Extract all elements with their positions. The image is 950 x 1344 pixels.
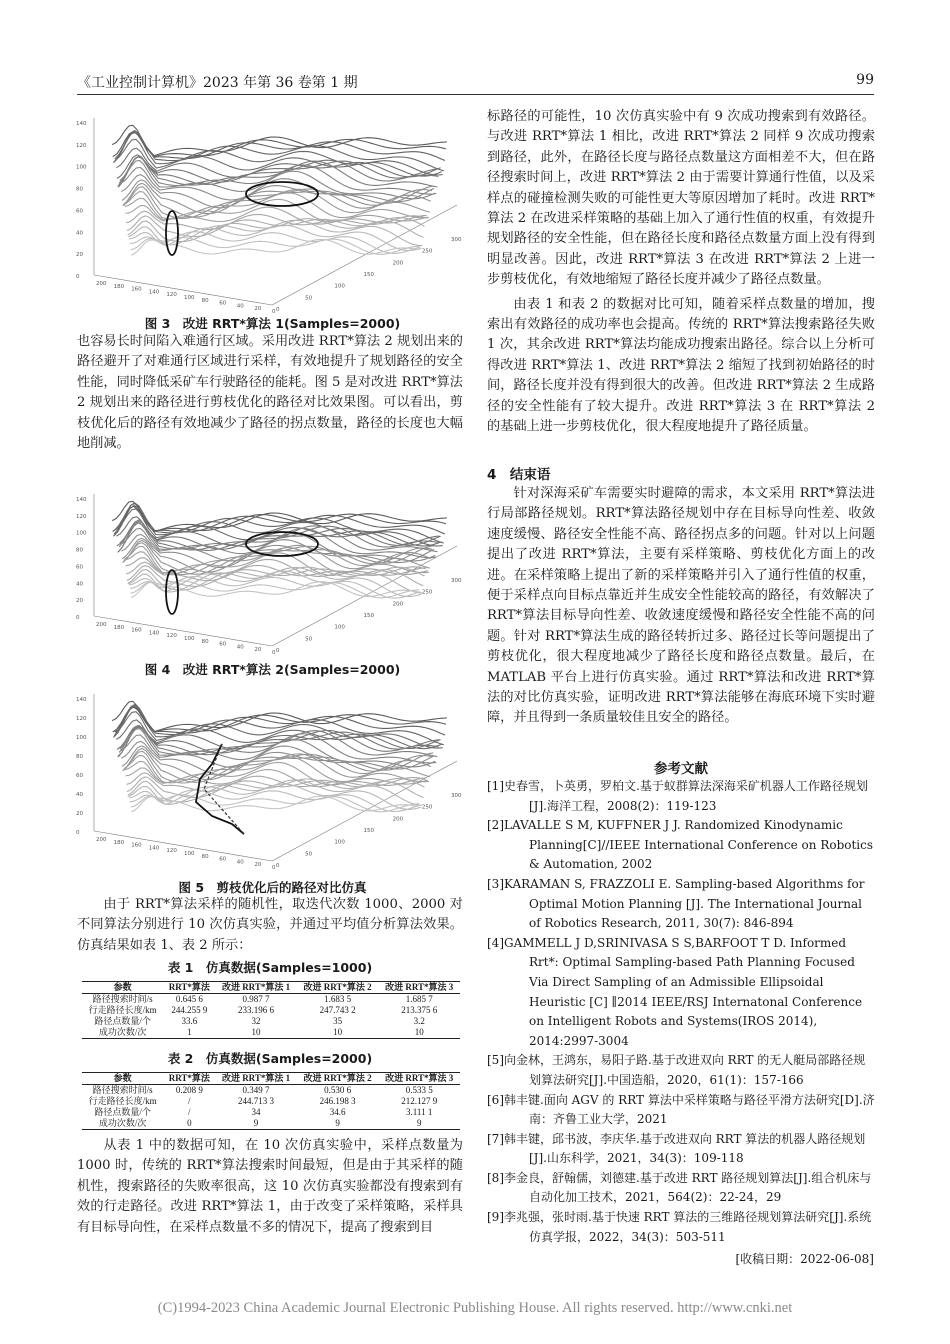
left-paragraph-2: 由于 RRT*算法采样的随机性，取迭代次数 1000、2000 对不同算法分别进行 10 次仿真实验，并通过平均值分析算法效果。仿真结果如表 1、表 2 所示： (77, 897, 463, 953)
axis-tick-label: 60 (219, 300, 227, 307)
axis-tick-label: 300 (451, 793, 462, 799)
left-text-block-2 (77, 895, 463, 956)
table-cell: 0.208 9 (175, 1085, 203, 1095)
axis-line (94, 616, 272, 646)
table-cell: / (188, 1096, 191, 1106)
table-cell: 233.196 6 (238, 1005, 275, 1015)
table-cell: 0 (187, 1118, 192, 1128)
axis-tick-label: 80 (76, 186, 83, 193)
table-cell: 9 (335, 1118, 340, 1128)
table-header-cell: 改进 RRT*算法 3 (385, 1073, 454, 1083)
table-cell: 10 (333, 1027, 343, 1037)
axis-tick-label: 60 (76, 208, 83, 215)
table-header-cell: 参数 (113, 1073, 132, 1083)
axis-tick-label: 20 (76, 252, 83, 259)
axis-tick-label: 200 (96, 622, 107, 628)
axis-tick-label: 250 (421, 589, 433, 596)
axis-tick-label: 60 (219, 856, 227, 863)
table-row (82, 1016, 460, 1027)
table-header-cell: 改进 RRT*算法 1 (221, 1073, 291, 1083)
table-row (82, 1096, 460, 1107)
axis-tick-label: 160 (131, 627, 142, 634)
axis-tick-label: 200 (96, 281, 107, 287)
figure-5-terrain-plot (72, 684, 467, 869)
axis-tick-label: 100 (184, 851, 195, 857)
table-cell: 9 (253, 1118, 259, 1128)
table-cell: 0.533 5 (405, 1085, 433, 1095)
table-cell: 9 (416, 1118, 422, 1128)
axis-tick-label: 20 (76, 598, 83, 605)
axis-tick-label: 300 (451, 578, 462, 584)
axis-tick-label: 150 (363, 828, 374, 834)
terrain-ridge (113, 132, 445, 163)
table-cell: 213.375 6 (401, 1005, 438, 1015)
figure-4-caption: 图 4 改进 RRT*算法 2(Samples=2000) (144, 662, 401, 677)
axis-tick-label: 200 (392, 816, 404, 823)
terrain-ridge (115, 504, 443, 547)
axis-tick-label: 50 (305, 636, 313, 643)
right-paragraph-3: 针对深海采矿车需要实时避障的需求，本文采用 RRT*算法进行局部路径规划。RRT*算法路径规划中存在目标导向性差、收敛速度缓慢、路径安全性能不高、路径拐点多的问题。针对以上问题提出了改进 RRT*算法，主要有采样策略、剪枝优化方面上的改进。在采样策略上提出了新的采样策略并引入了通行性值的权重，便于采样点向目标点靠近并生成安全性能较高的路径，有效解决了 RRT*算法目标导向性差、收敛速度缓慢和路径安全性能不高的问题。针对 RRT*算法生成的路径转折过多、路径过长等问题提出了剪枝优化，很大程度地减少了路径长度和路径点数量。最后，在 MATLAB 平台上进行仿真实验。通过 RRT*算法和改进 RRT*算法的对比仿真实验，证明改进 RRT*算法能够在海底环境下实时避障，并且得到一条质量较佳且安全的路径。 (487, 486, 875, 726)
axis-tick-label: 300 (451, 237, 462, 243)
reference-item: [2]LAVALLE S M, KUFFNER J J. Randomized Kinodynamic Planning[C]//IEEE International Conference on Robotics & Automation, 2002 (487, 818, 874, 872)
axis-tick-label: 60 (219, 641, 227, 648)
axis-tick-label: 140 (76, 697, 87, 703)
table-cell: 246.198 3 (319, 1096, 356, 1106)
table-cell: 路径搜索时间/s (92, 1085, 153, 1095)
axis-tick-label: 120 (166, 633, 177, 640)
table-header-cell: 改进 RRT*算法 2 (303, 982, 372, 992)
axis-tick-label: 100 (334, 283, 345, 290)
received-date: [收稿日期：2022-06-08] (735, 1252, 874, 1266)
terrain-ridge (114, 131, 444, 171)
table-cell: 1 (187, 1027, 192, 1037)
reference-item: [9]李兆强，张时雨.基于快速 RRT 算法的三维路径规划算法研究[J].系统仿真学报，2022，34(3)：503-511 (487, 1210, 872, 1244)
header-rule (77, 94, 874, 95)
figure-3-terrain-plot (72, 108, 467, 313)
axis-tick-label: 40 (76, 230, 83, 237)
table-cell: 行走路径长度/km (88, 1096, 157, 1106)
axis-tick-label: 120 (166, 848, 177, 855)
table-row (82, 1107, 460, 1118)
axis-tick-label: 100 (184, 636, 195, 642)
axis-tick-label: 20 (76, 811, 83, 817)
table-2 (82, 1072, 460, 1130)
table-cell: 10 (251, 1027, 261, 1037)
table-cell: / (188, 1107, 191, 1117)
axis-tick-label: 80 (76, 547, 83, 554)
axis-tick-label: 140 (148, 630, 160, 637)
table-cell: 3.111 1 (406, 1107, 433, 1117)
axis-tick-label: 140 (76, 121, 87, 127)
table-row (82, 1027, 460, 1039)
left-text-block-1 (77, 332, 463, 454)
right-text-block-1 (487, 107, 875, 438)
axis-line (94, 831, 272, 861)
axis-tick-label: 50 (305, 295, 313, 302)
page-number: 99 (856, 72, 874, 88)
table-header-cell: 改进 RRT*算法 3 (385, 982, 454, 992)
table-cell: 路径点数量/个 (94, 1016, 151, 1026)
axis-tick-label: 60 (76, 564, 83, 571)
table-2-caption: 表 2 仿真数据(Samples=2000) (167, 1051, 373, 1066)
table-1 (82, 981, 460, 1039)
table-cell: 10 (414, 1027, 424, 1037)
axis-tick-label: 40 (76, 581, 83, 588)
table-header-cell: 改进 RRT*算法 2 (303, 1073, 372, 1083)
axis-tick-label: 0 (76, 830, 80, 836)
axis-tick-label: 100 (76, 164, 87, 171)
axis-tick-label: 0 (272, 865, 276, 869)
table-cell: 1.683 5 (324, 994, 352, 1004)
left-paragraph-3: 从表 1 中的数据可知，在 10 次仿真实验中，采样点数量为 1000 时，传统的 RRT*算法搜索时间最短，但是由于其采样的随机性，搜索路径的失败率很高，这 10 次仿真实验都没有搜索到有效的行走路径。改进 RRT*算法 1，由于改变了采样策略，采样具有目标导向性，在采样点数量不多的情况下，提高了搜索到目 (77, 1138, 463, 1235)
axis-tick-label: 40 (236, 303, 244, 310)
axis-tick-label: 250 (421, 248, 433, 255)
table-header-cell: RRT*算法 (168, 1073, 210, 1083)
reference-item: [1]史春雪，卜英勇，罗柏文.基于蚁群算法深海采矿机器人工作路径规划[J].海洋工程，2008(2)：119-123 (487, 779, 868, 813)
table-cell: 成功次数/次 (98, 1027, 147, 1037)
table-cell: 0.530 6 (324, 1085, 352, 1095)
axis-tick-label: 0 (76, 274, 80, 280)
axis-tick-label: 120 (76, 716, 87, 722)
reference-item: [8]李金良，舒翰儒，刘德建.基于改进 RRT 路径规划算法[J].组合机床与自动化加工技术，2021，564(2)：22-24，29 (487, 1170, 872, 1205)
axis-tick-label: 160 (131, 842, 142, 849)
axis-tick-label: 200 (392, 601, 404, 608)
axis-tick-label: 80 (76, 754, 83, 760)
axis-tick-label: 250 (421, 804, 433, 811)
reference-item: [5]向金林，王鸿东，易阳子路.基于改进双向 RRT 的无人艇局部路径规划算法研究[J].中国造船，2020，61(1)：157-166 (487, 1053, 866, 1087)
axis-tick-label: 150 (363, 613, 374, 619)
axis-tick-label: 140 (148, 289, 160, 296)
left-paragraph-1: 也容易长时间陷入难通行区域。采用改进 RRT*算法 2 规划出来的路径避开了对难通行区域进行采样，有效地提升了规划路径的安全性能，同时降低采矿车行驶路径的能耗。图 5 是对改进 RRT*算法 2 规划出来的路径进行剪枝优化的路径对比效果图。可以看出，剪枝优化后的路径有效地减少了路径的拐点数量，路径的长度也大幅地削减。 (77, 334, 463, 452)
axis-tick-label: 80 (201, 638, 209, 645)
right-paragraph-1: 标路径的可能性，10 次仿真实验中有 9 次成功搜索到有效路径。与改进 RRT*算法 1 相比，改进 RRT*算法 2 同样 9 次成功搜索到路径，此外，在路径长度与路径点数量这方面相差不大，但在路径搜索时间上，改进 RRT*算法 2 由于需要计算通行性值，以及采样点的碰撞检测失败的可能性更大等原因增加了耗时。改进 RRT*算法 2 在改进采样策略的基础上加入了通行性值的权重，有效提升规划路径的安全性能，但在路径长度和路径点数量方面上没有得到明显改善。因此，改进 RRT*算法 3 在改进 RRT*算法 2 上进一步剪枝优化，有效地缩短了路径长度并减少了路径点数量。 (487, 109, 875, 288)
axis-tick-label: 180 (113, 624, 125, 631)
table-cell: 212.127 9 (401, 1096, 438, 1106)
axis-tick-label: 100 (184, 295, 195, 301)
terrain-ridge (128, 219, 424, 242)
axis-tick-label: 150 (363, 272, 374, 278)
table-header-cell: 参数 (113, 982, 132, 992)
reference-item: [6]韩丰键.面向 AGV 的 RRT 算法中采样策略与路径平滑方法研究[D].济南：齐鲁工业大学，2021 (487, 1092, 875, 1127)
table-cell: 1.685 7 (405, 994, 433, 1004)
table-1-caption: 表 1 仿真数据(Samples=1000) (167, 960, 373, 975)
right-text-block-2 (487, 484, 875, 729)
table-cell: 33.6 (181, 1016, 198, 1026)
figure-3-caption: 图 3 改进 RRT*算法 1(Samples=2000) (144, 316, 401, 331)
axis-tick-label: 20 (254, 862, 262, 869)
axis-tick-label: 0 (276, 307, 280, 313)
right-paragraph-2: 由表 1 和表 2 的数据对比可知，随着采样点数量的增加，搜索出有效路径的成功率也会提高。传统的 RRT*算法搜索路径失败 1 次，其余改进 RRT*算法均能成功搜索出路径。综合以上分析可得改进 RRT*算法 1、改进 RRT*算法 2 缩短了找到初始路径的时间，路径长度并没有得到很大的改善。但改进 RRT*算法 2 生成路径的安全性能有了较大提升。改进 RRT*算法 3 在 RRT*算法 2 的基础上进一步剪枝优化，很大程度地提升了路径质量。 (487, 296, 875, 435)
axis-tick-label: 120 (76, 513, 87, 520)
table-row (82, 1085, 460, 1097)
table-header-cell: 改进 RRT*算法 1 (221, 982, 291, 992)
figure-5-caption: 图 5 剪枝优化后的路径对比仿真 (178, 880, 367, 895)
axis-tick-label: 100 (76, 530, 87, 537)
axis-tick-label: 120 (76, 142, 87, 149)
axis-tick-label: 100 (76, 735, 87, 741)
copyright-footer: (C)1994-2023 China Academic Journal Electronic Publishing House. All rights reserved. http://www.cnki.net (157, 1300, 793, 1316)
axis-tick-label: 120 (166, 292, 177, 299)
axis-tick-label: 20 (254, 647, 262, 654)
table-header-cell: RRT*算法 (168, 982, 210, 992)
reference-item: [7]韩丰键，邱书波，李庆华.基于改进双向 RRT 算法的机器人路径规划[J].山东科学，2021，34(3)：109-118 (487, 1131, 866, 1166)
axis-tick-label: 160 (131, 286, 142, 293)
table-cell: 247.743 2 (319, 1005, 356, 1015)
axis-tick-label: 100 (334, 839, 345, 846)
table-cell: 244.255 9 (171, 1005, 208, 1015)
figure-4-terrain-plot (72, 484, 467, 654)
reference-item: [3]KARAMAN S, FRAZZOLI E. Sampling-based Algorithms for Optimal Motion Planning [J]. The International Journal of Robotics Research, 2011, 30(7): 846-894 (487, 876, 865, 931)
table-cell: 0.349 7 (242, 1085, 270, 1095)
axis-tick-label: 40 (236, 859, 244, 866)
axis-tick-label: 0 (276, 648, 280, 654)
table-row (82, 1005, 460, 1016)
axis-tick-label: 140 (148, 845, 160, 852)
table-cell: 0.645 6 (175, 994, 203, 1004)
table-cell: 0.987 7 (242, 994, 270, 1004)
axis-tick-label: 180 (113, 839, 125, 846)
terrain-ridge (129, 225, 421, 250)
axis-tick-label: 40 (76, 792, 83, 798)
axis-tick-label: 0 (272, 309, 276, 313)
table-cell: 路径搜索时间/s (92, 994, 153, 1004)
table-cell: 34.6 (329, 1107, 346, 1117)
table-row (82, 1118, 460, 1130)
axis-tick-label: 0 (76, 615, 80, 621)
axis-tick-label: 140 (76, 497, 87, 503)
table-cell: 3.2 (413, 1016, 425, 1026)
table-cell: 成功次数/次 (98, 1118, 147, 1128)
table-cell: 行走路径长度/km (88, 1005, 157, 1015)
references-title: 参考文献 (654, 761, 708, 777)
terrain-ridge (112, 125, 447, 155)
axis-line (94, 275, 272, 305)
axis-tick-label: 200 (392, 260, 404, 267)
axis-tick-label: 0 (272, 650, 276, 654)
axis-tick-label: 0 (276, 863, 280, 869)
table-cell: 34 (251, 1107, 261, 1117)
table-cell: 244.713 3 (238, 1096, 275, 1106)
axis-tick-label: 50 (305, 851, 313, 858)
axis-tick-label: 200 (96, 837, 107, 843)
journal-header: 《工业控制计算机》2023 年第 36 卷第 1 期 (77, 75, 358, 91)
table-row (82, 994, 460, 1006)
reference-item: [4]GAMMELL J D,SRINIVASA S S,BARFOOT T D. Informed Rrt*: Optimal Sampling-based Path Planning Focused Via Direct Sampling of an Admissible Ellipsoidal Heuristic [C] ∥2014 IEEE/RSJ Internatonal Conference on Intelligent Robots and Systems(IROS 2014), 2014:2997-3004 (487, 935, 863, 1048)
section-heading-conclusion: 4 结束语 (487, 467, 551, 483)
axis-tick-label: 60 (76, 773, 83, 779)
axis-tick-label: 40 (236, 644, 244, 651)
axis-tick-label: 80 (201, 297, 209, 304)
axis-tick-label: 180 (113, 283, 125, 290)
table-cell: 路径点数量/个 (94, 1107, 151, 1117)
axis-tick-label: 20 (254, 306, 262, 313)
references-list (487, 777, 875, 1247)
table-cell: 32 (251, 1016, 261, 1026)
axis-tick-label: 80 (201, 853, 209, 860)
axis-tick-label: 100 (334, 624, 345, 631)
table-cell: 35 (333, 1016, 343, 1026)
left-text-block-3 (77, 1136, 463, 1238)
